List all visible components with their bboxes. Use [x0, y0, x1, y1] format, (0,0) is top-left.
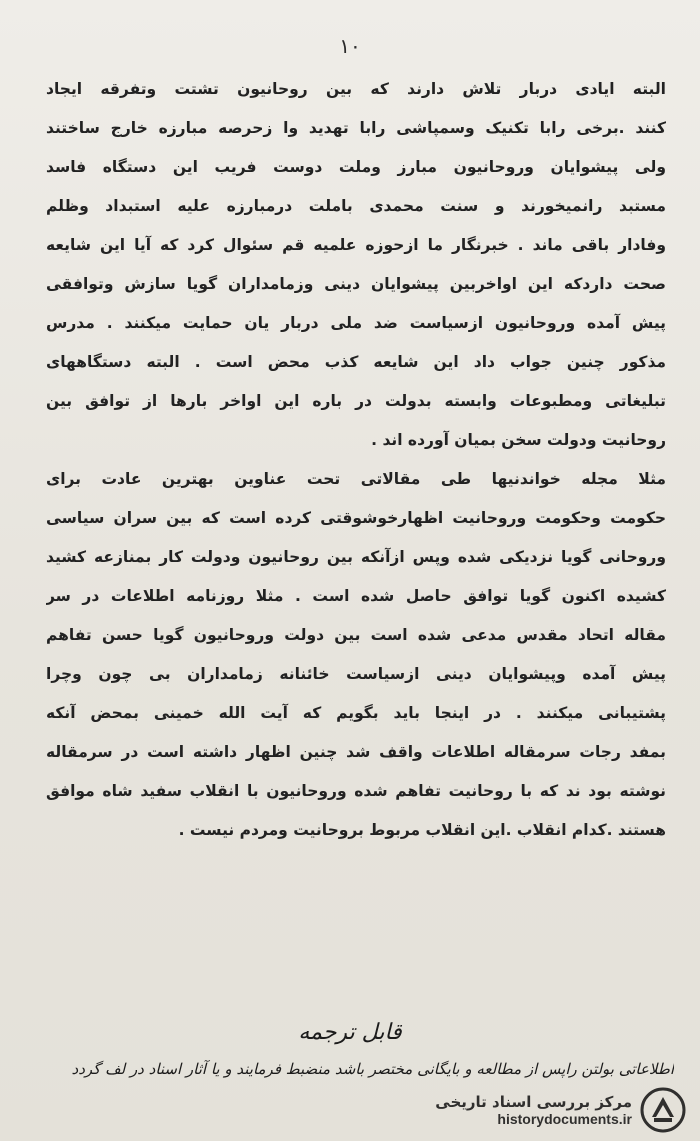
text-line: روحانیت ودولت سخن بمیان آورده اند . [371, 431, 666, 449]
text-line: هستند .کدام انقلاب .این انقلاب مربوط بروحانیت ومردم نیست . [178, 821, 666, 839]
watermark-text [435, 1093, 632, 1127]
text-line: بمفد رجات سرمقاله اطلاعات واقف شد چنین اظهار داشته است در سرمقاله [46, 743, 666, 761]
page-number: ۱۰ [339, 34, 361, 58]
text-line: پشتیبانی میکنند . در اینجا باید بگویم که آیت الله خمینی بمحض آنکه [46, 704, 666, 722]
text-line: مثلا مجله خواندنیها طی مقالاتی تحت عناوین بهترین عادت برای [46, 470, 666, 488]
document-body [46, 70, 666, 850]
text-line: صحت داردکه این اواخربین پیشوایان دینی وزمامداران گویا سازش وتوافقی [46, 275, 666, 293]
text-line: البته ایادی دربار تلاش دارند که بین روحانیون تشتت وتفرقه ایجاد [46, 80, 666, 98]
archive-logo-icon [640, 1087, 686, 1133]
text-line: ولی پیشوایان وروحانیون مبارز وملت دوست فریب این دستگاه فاسد [46, 158, 666, 176]
text-line: کنند .برخی رابا تکنیک وسمپاشی رابا تهدید وا زحرصه مبارزه خارج ساختند [46, 119, 666, 137]
text-line: مقاله اتحاد مقدس مدعی شده است بین دولت وروحانیون گویا حسن تفاهم [46, 626, 666, 644]
text-line: تبلیغاتی ومطبوعات وابسته بدولت در باره این اواخر بارها از توافق بین [46, 392, 666, 410]
watermark-url: historydocuments.ir [497, 1111, 632, 1127]
text-line: پیش آمده وروحانیون ازسیاست ضد ملی دربار یان حمایت میکنند . مدرس [46, 314, 666, 332]
text-line: مذکور چنین جواب داد این شایعه کذب محض است . البته دستگاههای [46, 353, 666, 371]
paragraph-1 [46, 70, 666, 460]
text-line: کشیده اکنون گویا توافق حاصل شده است . مثلا روزنامه اطلاعات در سر [46, 587, 666, 605]
text-line: نوشته بود ند که با روحانیت تفاهم شده وروحانیون با انقلاب سفید شاه موافق [46, 782, 666, 800]
text-line: وروحانی گویا نزدیکی شده وپس ازآنکه بین روحانیون ودولت کار بمنازعه کشید [46, 548, 666, 566]
text-line: حکومت وحکومت وروحانیت اظهارخوشوقتی کرده است که بین سران سیاسی [46, 509, 666, 527]
handwritten-note: اطلاعاتی بولتن راپس از مطالعه و بایگانی مختصر باشد منضبط فرمایند و یا آثار اسناد در لف گردد [71, 1060, 674, 1078]
watermark-title: مرکز بررسی اسناد تاریخی [435, 1093, 632, 1111]
text-line: مستبد رانمیخورند و سنت محمدی باملت درمبارزه علیه استبداد وظلم [46, 197, 666, 215]
text-line: پیش آمده وپیشوایان دینی ازسیاست خائنانه زمامداران بی چون وچرا [46, 665, 666, 683]
paragraph-2 [46, 460, 666, 850]
text-line: وفادار باقی ماند . خبرنگار ما ازحوزه علمیه قم سئوال کرد که آیا این شایعه [46, 236, 666, 254]
handwritten-heading: قابل ترجمه [298, 1020, 402, 1045]
watermark [435, 1087, 686, 1133]
